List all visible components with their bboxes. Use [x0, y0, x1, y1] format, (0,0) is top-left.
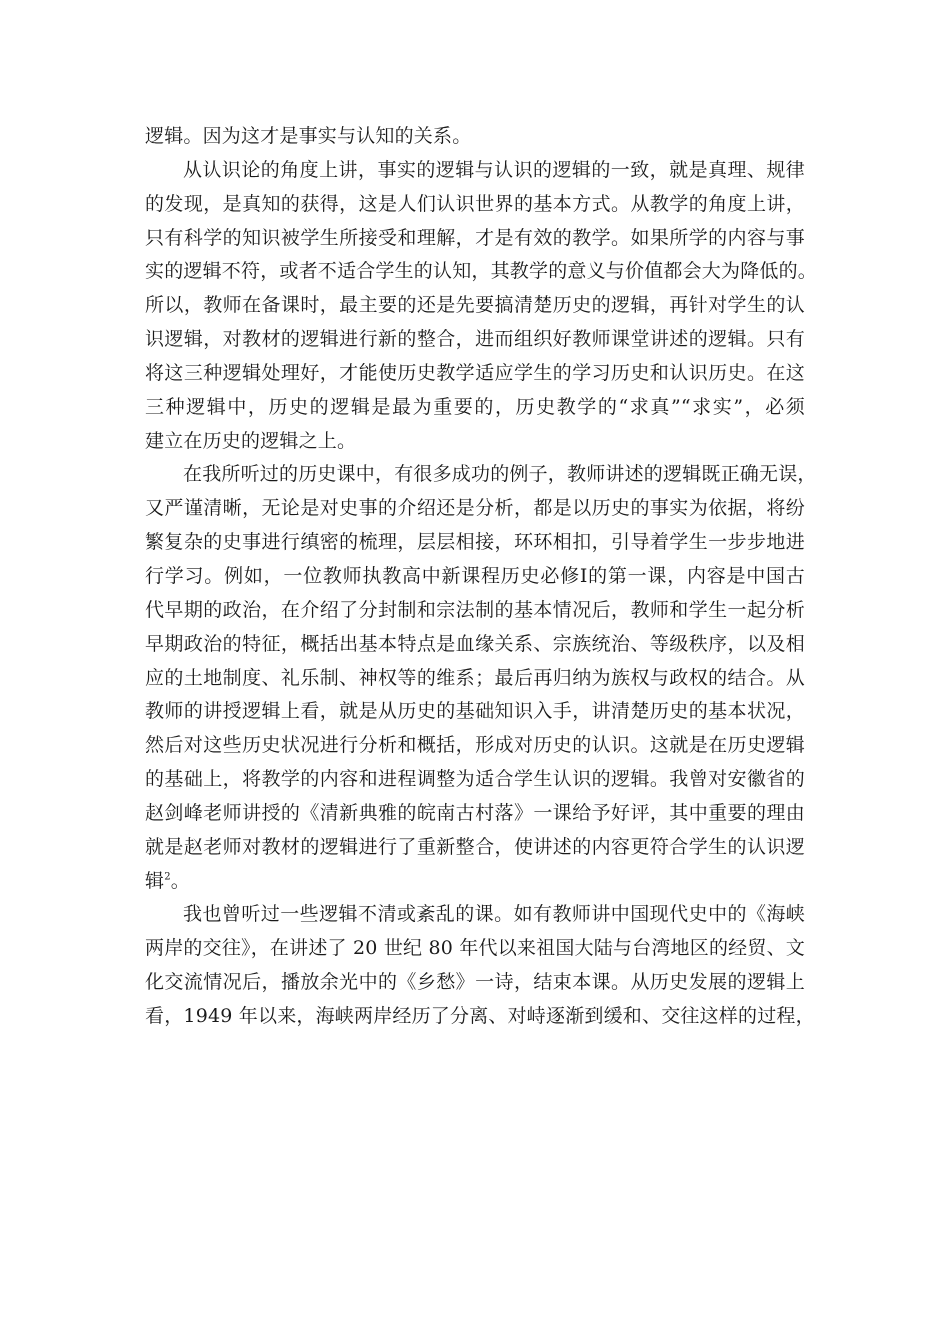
text-line: 赵剑峰老师讲授的《清新典雅的皖南古村落》一课给予好评，其中重要的理由: [145, 801, 805, 824]
text-line-fragment: 辑: [145, 869, 165, 892]
text-line: 化交流情况后，播放余光中的《乡愁》一诗，结束本课。从历史发展的逻辑上: [145, 971, 805, 994]
text-line: 实的逻辑不符，或者不适合学生的认知，其教学的意义与价值都会大为降低的。: [145, 260, 818, 283]
text-line: 将这三种逻辑处理好，才能使历史教学适应学生的学习历史和认识历史。在这: [145, 361, 805, 384]
text-line-fragment: 。: [170, 869, 190, 892]
paragraph: [145, 120, 805, 154]
text-line: 从认识论的角度上讲，事实的逻辑与认识的逻辑的一致，就是真理、规律: [183, 158, 805, 181]
text-line: 两岸的交往》，在讲述了 20 世纪 80 年代以来祖国大陆与台湾地区的经贸、文: [145, 937, 805, 960]
text-line-with-footnote: [145, 865, 805, 899]
text-line: 应的土地制度、礼乐制、神权等的维系；最后再归纳为族权与政权的结合。从: [145, 666, 805, 689]
text-line: 的发现，是真知的获得，这是人们认识世界的基本方式。从教学的角度上讲，: [145, 192, 805, 215]
text-line: 建立在历史的逻辑之上。: [145, 429, 357, 452]
text-line: 又严谨清晰，无论是对史事的介绍还是分析，都是以历史的事实为依据，将纷: [145, 497, 805, 520]
text-line: 早期政治的特征，概括出基本特点是血缘关系、宗族统治、等级秩序，以及相: [145, 632, 805, 655]
footnote-marker[interactable]: 2: [164, 871, 171, 883]
paragraph: [145, 154, 818, 459]
text-line: 三种逻辑中，历史的逻辑是最为重要的，历史教学的“求真”“求实”，必须: [145, 395, 805, 418]
text-line: 然后对这些历史状况进行分析和概括，形成对历史的认识。这就是在历史逻辑: [145, 734, 805, 757]
text-line: 只有科学的知识被学生所接受和理解，才是有效的教学。如果所学的内容与事: [145, 226, 805, 249]
text-line: 逻辑。因为这才是事实与认知的关系。: [145, 125, 472, 147]
text-line: 所以，教师在备课时，最主要的还是先要搞清楚历史的逻辑，再针对学生的认: [145, 294, 805, 317]
paragraph: [145, 898, 815, 1033]
text-line: 在我所听过的历史课中，有很多成功的例子，教师讲述的逻辑既正确无误，: [183, 463, 817, 486]
text-line: 繁复杂的史事进行缜密的梳理，层层相接，环环相扣，引导着学生一步步地进: [145, 531, 805, 554]
text-line: 识逻辑，对教材的逻辑进行新的整合，进而组织好教师课堂讲述的逻辑。只有: [145, 328, 805, 351]
body-text: [145, 120, 818, 1034]
text-line: 教师的讲授逻辑上看，就是从历史的基础知识入手，讲清楚历史的基本状况，: [145, 700, 805, 723]
text-line: 的基础上，将教学的内容和进程调整为适合学生认识的逻辑。我曾对安徽省的: [145, 768, 805, 791]
paragraph: [145, 458, 817, 898]
text-line: 行学习。例如，一位教师执教高中新课程历史必修Ⅰ的第一课，内容是中国古: [145, 564, 805, 587]
text-line: 代早期的政治，在介绍了分封制和宗法制的基本情况后，教师和学生一起分析: [145, 598, 805, 621]
text-line: 就是赵老师对教材的逻辑进行了重新整合，使讲述的内容更符合学生的认识逻: [145, 835, 805, 858]
text-line: 看，1949 年以来，海峡两岸经历了分离、对峙逐渐到缓和、交往这样的过程，: [145, 1004, 815, 1027]
text-line: 我也曾听过一些逻辑不清或紊乱的课。如有教师讲中国现代史中的《海峡: [183, 903, 805, 926]
